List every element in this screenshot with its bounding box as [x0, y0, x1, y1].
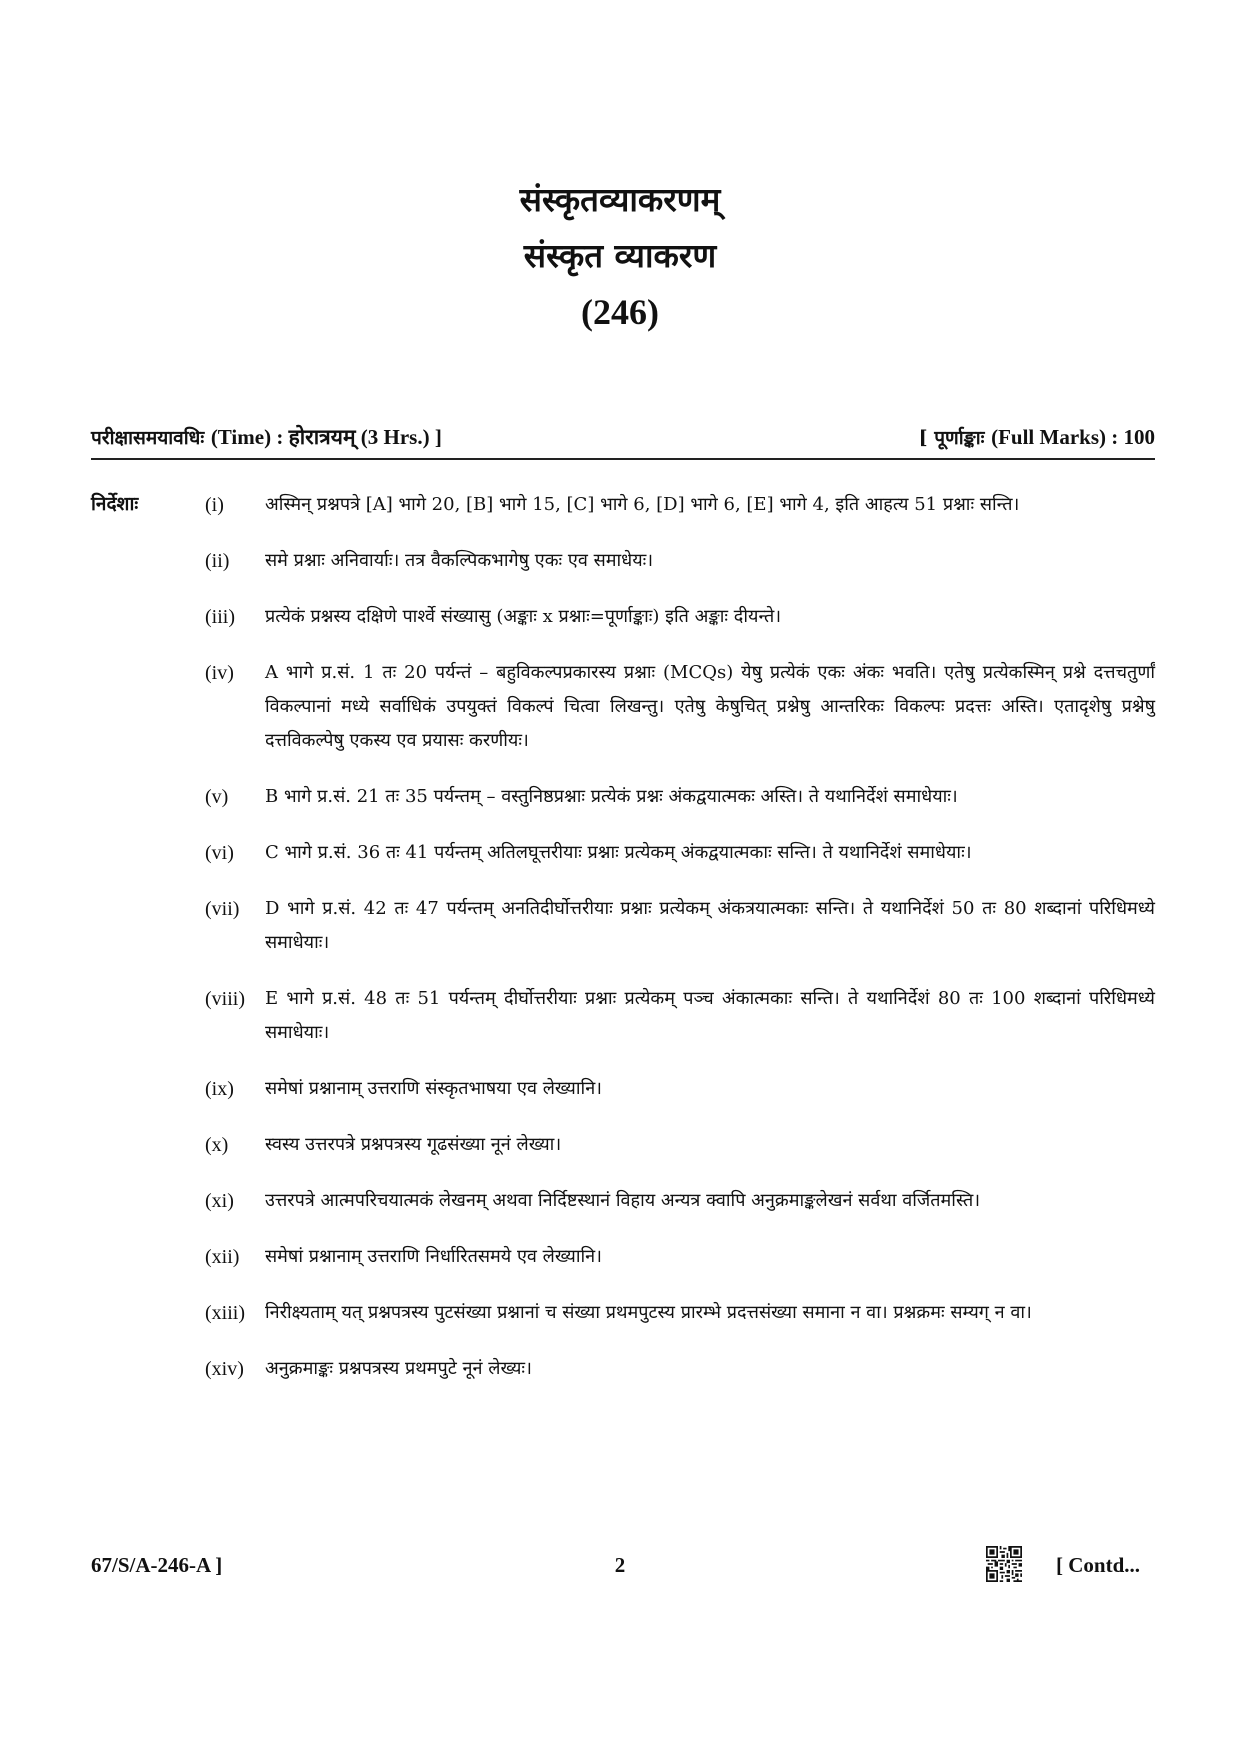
exam-info-row: [91, 423, 1155, 451]
time-value: (Time) : होरात्रयम् (3 Hrs.) ]: [210, 425, 442, 449]
instruction-number: (vi): [205, 842, 234, 864]
instruction-text: स्वस्य उत्तरपत्रे प्रश्नपत्रस्य गूढसंख्या नूनं लेख्या।: [265, 1134, 562, 1155]
instruction-text: अनुक्रमाङ्कः प्रश्नपत्रस्य प्रथमपुटे नूनं लेख्यः।: [265, 1358, 532, 1379]
title-hindi: संस्कृत व्याकरण: [523, 236, 717, 275]
instruction-text: C भागे प्र.सं. 36 तः 41 पर्यन्तम् अतिलघूत्तरीयाः प्रश्नाः प्रत्येकम् अंकद्वयात्मकाः सन्ति। ते यथानिर्देशं समाधेयाः।: [265, 842, 972, 863]
time-label: परीक्षासमयावधिः: [91, 427, 205, 449]
instruction-item: [205, 600, 1155, 634]
instruction-item: [205, 1240, 1155, 1274]
instruction-item: [205, 1184, 1155, 1218]
instruction-text: E भागे प्र.सं. 48 तः 51 पर्यन्तम् दीर्घोत्तरीयाः प्रश्नाः प्रत्येकम् पञ्च अंकात्मकाः सन्ति। ते यथानिर्देशं 80 तः 100 शब्दानां परिधिमध्ये समाधेयाः।: [265, 988, 1155, 1043]
instruction-number: (vii): [205, 898, 240, 920]
instruction-number: (x): [205, 1134, 229, 1156]
instruction-text: प्रत्येकं प्रश्नस्य दक्षिणे पार्श्वे संख्यासु (अङ्काः x प्रश्नाः=पूर्णाङ्काः) इति अङ्काः दीयन्ते।: [265, 606, 782, 627]
instruction-number: (xii): [205, 1246, 240, 1268]
instruction-number: (xi): [205, 1190, 234, 1212]
instruction-text: उत्तरपत्रे आत्मपरिचयात्मकं लेखनम् अथवा निर्दिष्टस्थानं विहाय अन्यत्र क्वापि अनुक्रमाङ्कलेखनं सर्वथा वर्जितमस्ति।: [265, 1190, 981, 1211]
instruction-text: A भागे प्र.सं. 1 तः 20 पर्यन्तं – बहुविकल्पप्रकारस्य प्रश्नाः (MCQs) येषु प्रत्येकं एकः अंकः भवति। एतेषु प्रत्येकस्मिन् प्रश्ने दत्तचतुर्णां विकल्पानां मध्ये सर्वाधिकं उपयुक्तं विकल्पं चित्वा लिखन्तु। एतेषु केषुचित् प्रश्नेषु आन्तरिकः विकल्पः प्रदत्तः अस्ति। एतादृशेषु प्रश्नेषु दत्तविकल्पेषु एकस्य एव प्रयासः करणीयः।: [265, 662, 1155, 751]
instruction-text: समेषां प्रश्नानाम् उत्तराणि संस्कृतभाषया एव लेख्यानि।: [265, 1078, 603, 1099]
page-number: 2: [614, 1553, 626, 1577]
header-divider: [91, 458, 1155, 460]
instruction-number: (iii): [205, 606, 235, 628]
instruction-number: (viii): [205, 988, 245, 1010]
instruction-item: [205, 656, 1155, 758]
instruction-item: [205, 544, 1155, 578]
instruction-item: [205, 488, 1155, 522]
time-info: [91, 423, 442, 451]
instruction-text: D भागे प्र.सं. 42 तः 47 पर्यन्तम् अनतिदीर्घोत्तरीयाः प्रश्नाः प्रत्येकम् अंकत्रयात्मकाः सन्ति। ते यथानिर्देशं 50 तः 80 शब्दानां परिधिमध्ये समाधेयाः।: [265, 898, 1155, 953]
title-sanskrit: संस्कृतव्याकरणम्: [519, 180, 721, 219]
marks-label: [ पूर्णाङ्काः: [918, 427, 985, 449]
instruction-text: समेषां प्रश्नानाम् उत्तराणि निर्धारितसमये एव लेख्यानि।: [265, 1246, 602, 1267]
subject-code: (246): [581, 292, 659, 332]
instruction-item: [205, 836, 1155, 870]
instruction-text: अस्मिन् प्रश्नपत्रे [A] भागे 20, [B] भागे 15, [C] भागे 6, [D] भागे 6, [E] भागे 4, इति आहत्य 51 प्रश्नाः सन्ति।: [265, 494, 1020, 515]
instruction-item: [205, 780, 1155, 814]
instruction-item: [205, 1128, 1155, 1162]
instruction-number: (iv): [205, 662, 234, 684]
instruction-item: [205, 1352, 1155, 1386]
instruction-number: (ix): [205, 1078, 234, 1100]
instruction-text: निरीक्ष्यताम् यत् प्रश्नपत्रस्य पुटसंख्या प्रश्नानां च संख्या प्रथमपुटस्य प्रारम्भे प्रदत्तसंख्या समाना न वा। प्रश्नक्रमः सम्यग् न वा।: [265, 1302, 1032, 1323]
instruction-number: (xiii): [205, 1302, 245, 1324]
paper-code: 67/S/A-246-A ]: [91, 1553, 223, 1577]
marks-value: (Full Marks) : 100: [991, 425, 1155, 449]
instruction-text: समे प्रश्नाः अनिवार्याः। तत्र वैकल्पिकभागेषु एकः एव समाधेयः।: [265, 550, 654, 571]
instruction-number: (ii): [205, 550, 230, 572]
instruction-number: (xiv): [205, 1358, 244, 1380]
instruction-number: (i): [205, 494, 224, 516]
marks-info: [919, 424, 1155, 450]
qr-code-icon: [986, 1546, 1022, 1582]
instructions-label: निर्देशाः: [91, 493, 139, 515]
instruction-number: (v): [205, 786, 229, 808]
instruction-item: [205, 1296, 1155, 1330]
continued-label: [ Contd...: [1056, 1553, 1141, 1577]
instructions-list: [205, 488, 1155, 1408]
instruction-text: B भागे प्र.सं. 21 तः 35 पर्यन्तम् – वस्तुनिष्ठप्रश्नाः प्रत्येकं प्रश्नः अंकद्वयात्मकः अस्ति। ते यथानिर्देशं समाधेयाः।: [265, 786, 958, 807]
title-block: [0, 172, 1240, 340]
instruction-item: [205, 1072, 1155, 1106]
instruction-item: [205, 892, 1155, 960]
instruction-item: [205, 982, 1155, 1050]
